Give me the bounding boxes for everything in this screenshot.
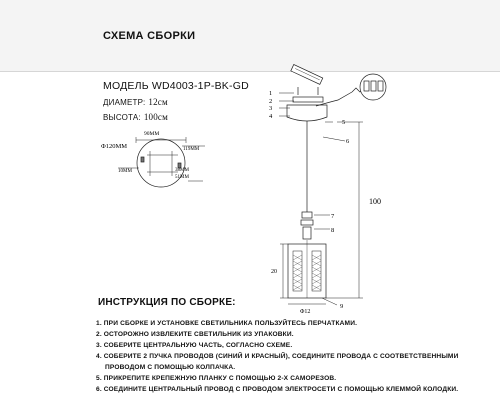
header-bar	[0, 0, 500, 72]
callout-2: 2	[269, 98, 273, 105]
instructions-title: ИНСТРУКЦИЯ ПО СБОРКЕ:	[98, 297, 236, 308]
spec-height	[103, 112, 168, 122]
canopy-circle	[137, 139, 185, 187]
height-dimension	[326, 122, 363, 298]
supply-wire	[316, 92, 352, 106]
instruction-step: 3. СОБЕРИТЕ ЦЕНТРАЛЬНУЮ ЧАСТЬ, СОГЛАСНО СХЕМЕ.	[96, 342, 293, 349]
lamp-shade	[288, 240, 326, 298]
callout-8: 8	[331, 227, 335, 234]
instruction-step: 2. ОСТОРОЖНО ИЗВЛЕКИТЕ СВЕТИЛЬНИК ИЗ УПАКОВКИ.	[96, 331, 294, 338]
socket-ring	[301, 220, 313, 225]
socket-cap	[302, 212, 312, 218]
instruction-step: 6. СОЕДИНИТЕ ЦЕНТРАЛЬНЫЙ ПРОВОД С ПРОВОДОМ ЭЛЕКТРОСЕТИ С ПОМОЩЬЮ КЛЕММОЙ КОЛОДКИ.	[96, 386, 459, 393]
page-title: СХЕМА СБОРКИ	[103, 30, 196, 42]
spec-diameter-value: 12см	[148, 97, 168, 107]
height-total-label: 100	[369, 197, 381, 206]
dim-bottom-right: 51MM	[175, 175, 189, 180]
callout-4: 4	[269, 113, 273, 120]
instruction-step: 4. СОБЕРИТЕ 2 ПУЧКА ПРОВОДОВ (СИНИЙ И КРАСНЫЙ), СОЕДИНИТЕ ПРОВОДА С СООТВЕТСТВЕННЫМИ	[96, 353, 459, 360]
instruction-step: 5. ПРИКРЕПИТЕ КРЕПЕЖНУЮ ПЛАНКУ С ПОМОЩЬЮ 2-Х САМОРЕЗОВ.	[96, 375, 337, 382]
instructions-list	[96, 318, 496, 395]
shade-diameter-label: Φ12	[300, 309, 311, 315]
callout-9: 9	[340, 303, 344, 310]
ceiling-plate	[293, 97, 323, 102]
shade-height-label: 20	[271, 269, 277, 275]
instruction-step: 1. ПРИ СБОРКЕ И УСТАНОВКЕ СВЕТИЛЬНИКА ПОЛЬЗУЙТЕСЬ ПЕРЧАТКАМИ.	[96, 320, 358, 327]
model-line	[103, 80, 249, 92]
dim-mid: 38MM	[175, 168, 189, 173]
canopy	[287, 105, 327, 121]
spec-height-label: ВЫСОТА:	[103, 113, 141, 122]
dim-diameter: Φ120MM	[101, 143, 128, 150]
model-label: МОДЕЛЬ	[103, 80, 149, 92]
callout-3: 3	[269, 105, 273, 112]
dim-bottom-left: 10MM	[118, 169, 132, 174]
callout-leaders	[279, 93, 345, 305]
socket	[303, 227, 311, 239]
callout-6: 6	[346, 138, 350, 145]
instruction-step-continued: ПРОВОДОМ С ПОМОЩЬЮ КОЛПАЧКА.	[105, 364, 236, 371]
shade-height-dimension	[280, 244, 288, 298]
callout-5: 5	[342, 119, 346, 126]
dim-right: 119MM	[183, 147, 200, 152]
dim-width: 90MM	[144, 131, 160, 137]
spec-diameter	[103, 97, 168, 107]
terminal-detail	[360, 74, 386, 100]
wire-end	[352, 88, 364, 92]
spec-height-value: 100см	[143, 112, 169, 122]
callout-1: 1	[269, 90, 273, 97]
callout-7: 7	[331, 213, 335, 220]
model-code: WD4003-1P-BK-GD	[151, 80, 249, 92]
spec-diameter-label: ДИАМЕТР:	[103, 98, 146, 107]
